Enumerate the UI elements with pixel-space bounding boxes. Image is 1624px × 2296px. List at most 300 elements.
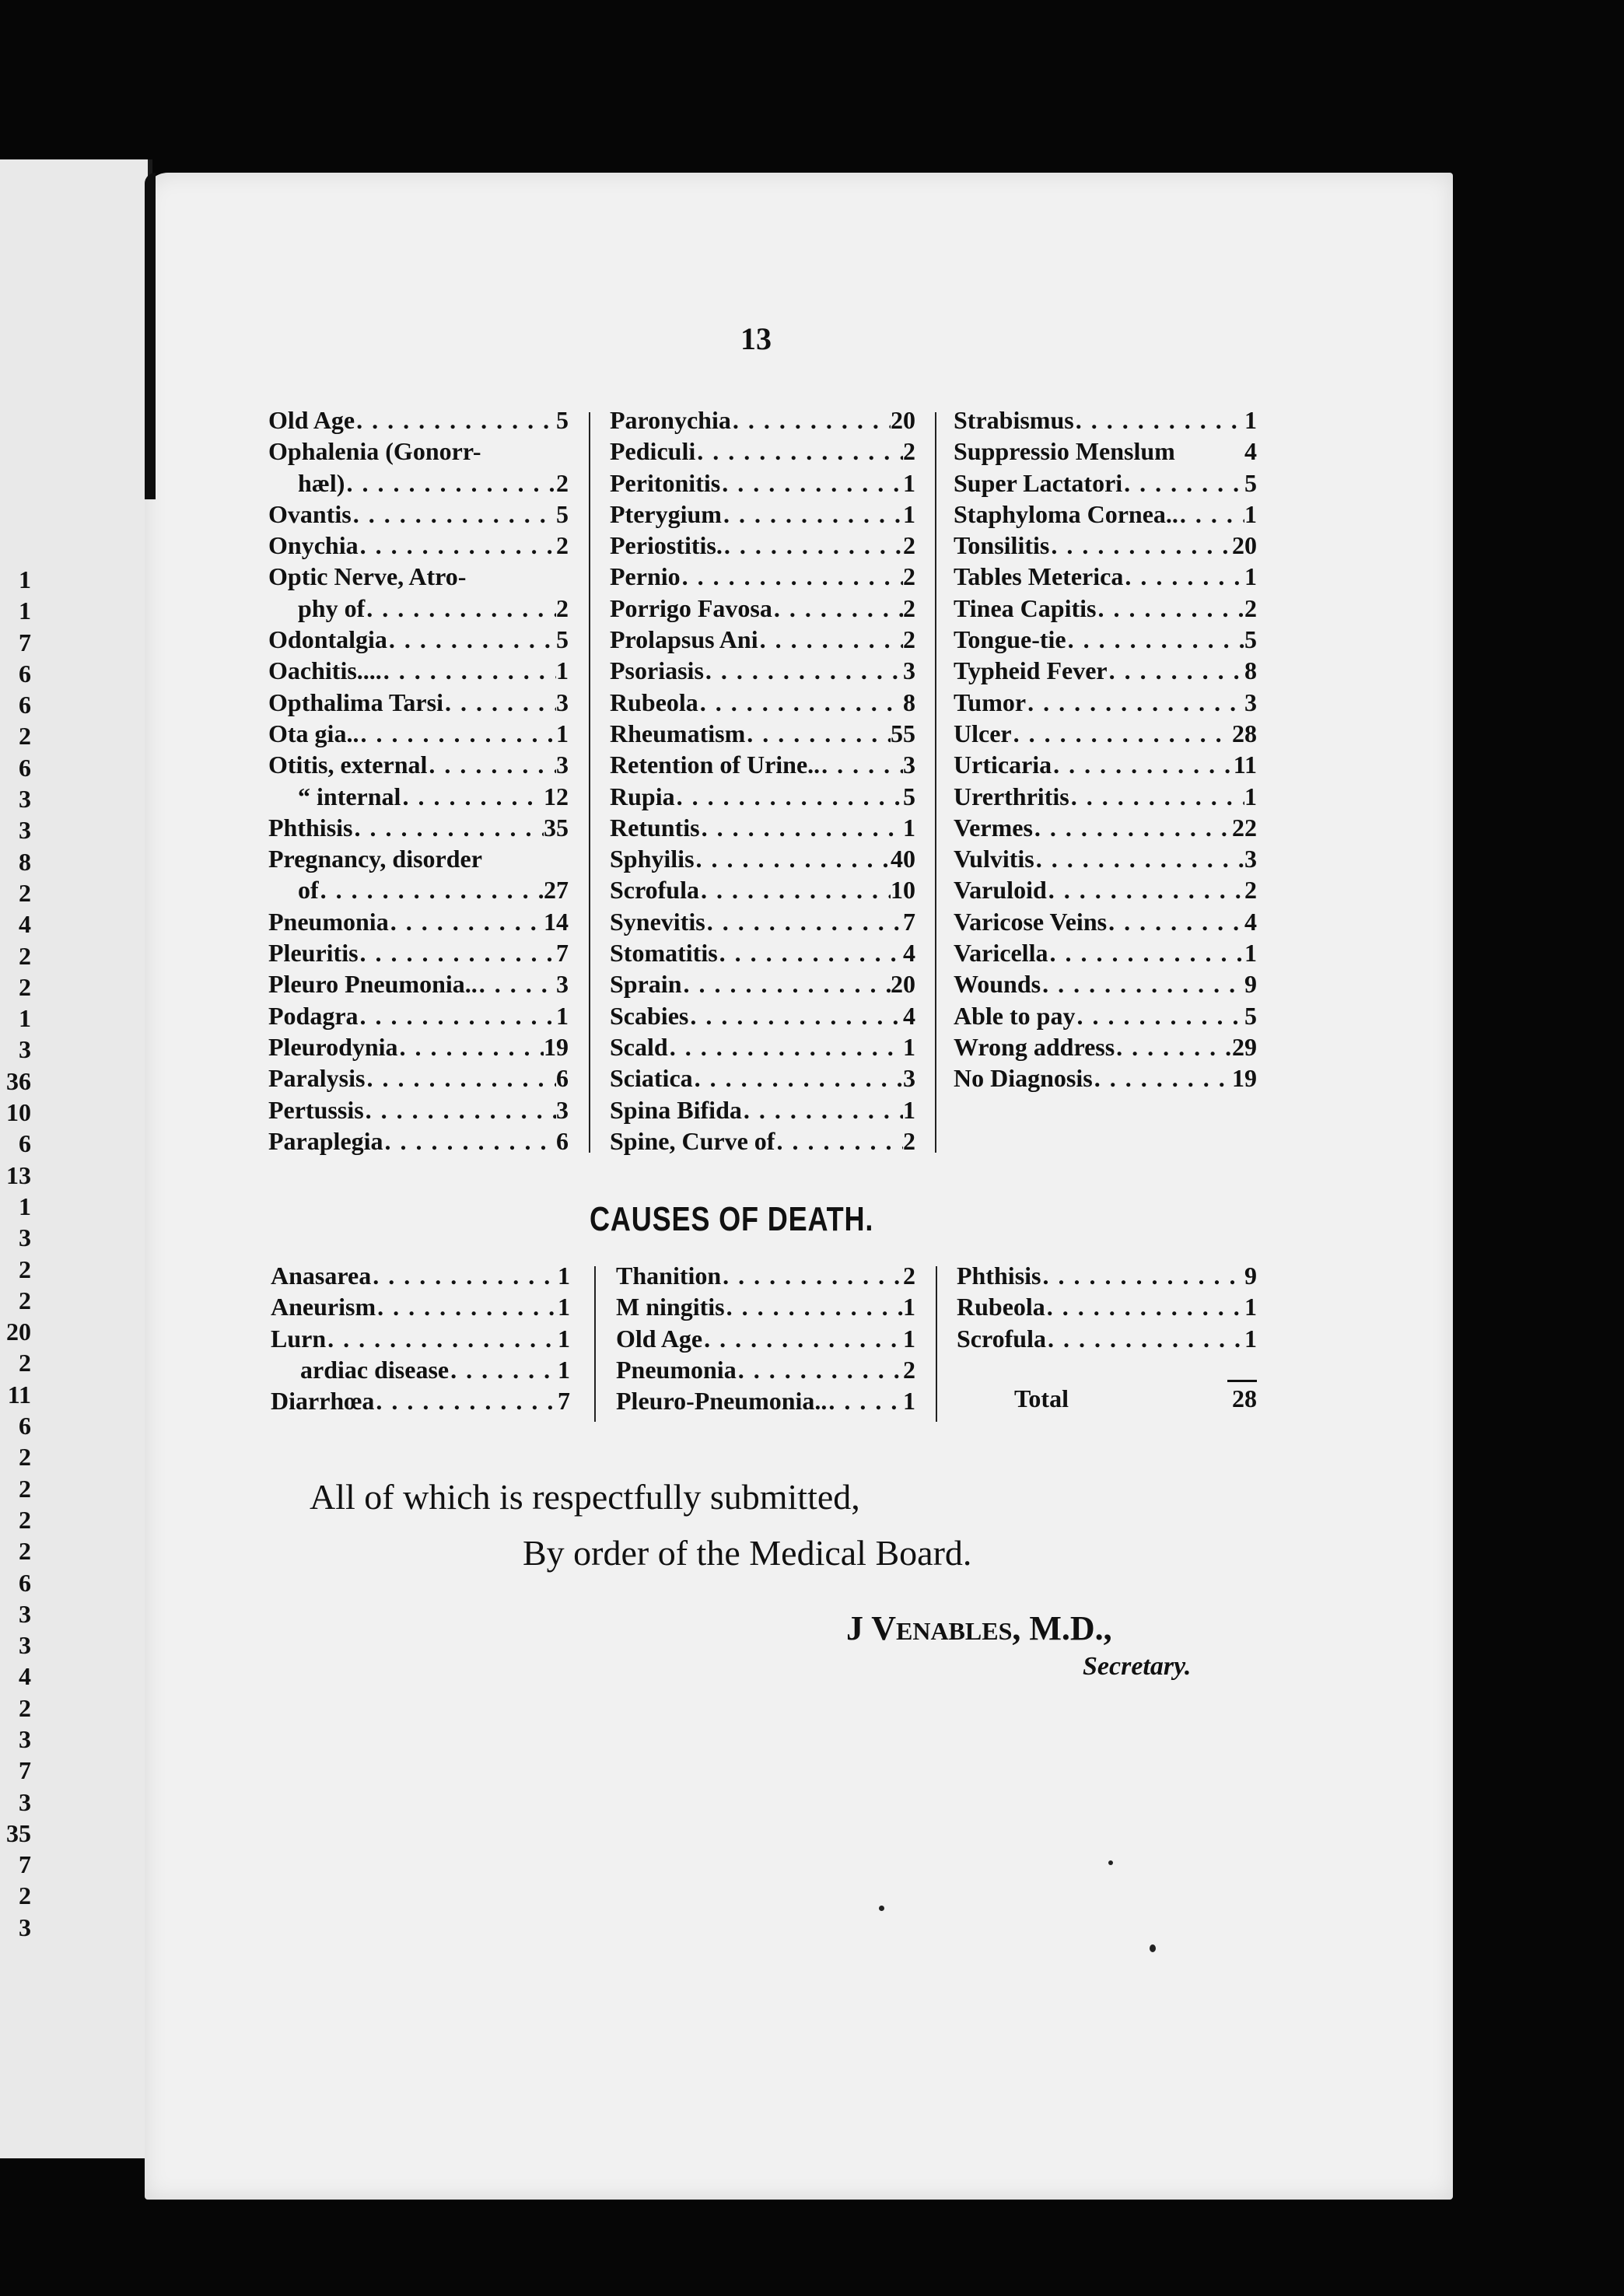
entry-name: Diarrhœa <box>271 1387 375 1416</box>
table-row <box>610 1000 915 1031</box>
dot-leader <box>352 812 544 843</box>
entry-count: 2 <box>1244 876 1257 905</box>
entry-count: 22 <box>1232 813 1257 842</box>
table-row <box>610 1062 915 1094</box>
left-page-number: 7 <box>19 1850 31 1879</box>
entry-count: 20 <box>891 406 915 434</box>
ink-speck <box>879 1906 884 1911</box>
entry-name: Old Age <box>268 406 355 434</box>
table-row <box>610 499 915 530</box>
entry-name: Old Age <box>616 1324 703 1353</box>
entry-name: Paronychia <box>610 406 731 434</box>
entry-name: Pleuritis <box>268 939 359 968</box>
left-page-number: 6 <box>19 753 31 782</box>
entry-name: Sprain <box>610 970 682 999</box>
entry-name: hæl) <box>298 468 345 497</box>
signature-small-caps: ENABLES <box>895 1617 1013 1645</box>
left-page-number: 3 <box>19 785 31 814</box>
column-divider <box>589 412 590 1153</box>
entry-count: 5 <box>1244 468 1257 497</box>
table-row <box>954 906 1257 937</box>
entry-name: Tables Meterica <box>954 562 1124 591</box>
dot-leader <box>1093 1062 1232 1094</box>
left-page-number: 1 <box>19 565 31 593</box>
table-row <box>610 467 915 499</box>
table-row <box>268 467 569 499</box>
table-row <box>271 1323 570 1354</box>
entry-name: Opthalima Tarsi <box>268 688 443 716</box>
dot-leader <box>466 561 569 592</box>
entry-count: 1 <box>556 1001 569 1030</box>
entry-count: 2 <box>903 437 915 466</box>
entry-name: Aneurism <box>271 1293 376 1321</box>
entry-count: 2 <box>1244 593 1257 622</box>
table-row <box>268 499 569 530</box>
entry-count: 3 <box>1244 688 1257 716</box>
entry-name: Pertussis <box>268 1095 364 1124</box>
table-row <box>268 436 569 467</box>
entry-name: Wounds <box>954 970 1041 999</box>
entry-name: Urerthritis <box>954 782 1069 810</box>
entry-count: 1 <box>903 468 915 497</box>
entry-name: Tinea Capitis <box>954 593 1097 622</box>
entry-count: 3 <box>903 751 915 779</box>
dot-leader <box>695 843 891 874</box>
table-row <box>268 1000 569 1031</box>
entry-name: No Diagnosis <box>954 1064 1093 1093</box>
left-page-number: 6 <box>19 1129 31 1158</box>
entry-name: Scrofula <box>957 1324 1046 1353</box>
table-row <box>954 499 1257 530</box>
entry-count: 5 <box>556 499 569 528</box>
dot-leader <box>699 874 891 905</box>
column-divider <box>594 1266 596 1422</box>
entry-count: 1 <box>558 1262 570 1290</box>
left-page-number: 3 <box>19 1631 31 1660</box>
entry-count: 3 <box>903 1064 915 1093</box>
table-row <box>268 968 569 999</box>
entry-name: Rupia <box>610 782 675 810</box>
entry-name: Thanition <box>616 1262 722 1290</box>
dot-leader <box>387 624 556 655</box>
left-page-number: 2 <box>19 1255 31 1283</box>
left-page-number: 2 <box>19 972 31 1001</box>
death-total <box>954 1384 1257 1413</box>
dot-leader <box>449 1354 558 1385</box>
table-row <box>954 874 1257 905</box>
entry-count: 9 <box>1244 970 1257 999</box>
entry-name: Varuloid <box>954 876 1047 905</box>
entry-count: 1 <box>556 719 569 747</box>
death-column-1 <box>271 1260 570 1416</box>
entry-name: Stomatitis <box>610 939 718 968</box>
left-page-number: 1 <box>19 597 31 625</box>
entry-name: Ulcer <box>954 719 1012 747</box>
entry-name: Vermes <box>954 813 1033 842</box>
dot-leader <box>1115 1031 1232 1062</box>
dot-leader <box>681 968 891 999</box>
entry-name: Optic Nerve, Atro- <box>268 562 467 591</box>
left-page-number: 6 <box>19 1568 31 1597</box>
dot-leader <box>319 874 544 905</box>
dot-leader <box>723 530 903 561</box>
entry-count: 7 <box>558 1387 570 1416</box>
entry-count: 2 <box>556 531 569 560</box>
entry-name: Otitis, external <box>268 751 428 779</box>
table-row <box>616 1354 915 1385</box>
table-row <box>954 624 1257 655</box>
left-page-number: 3 <box>19 1913 31 1941</box>
table-row <box>268 906 569 937</box>
entry-name: Prolapsus Ani <box>610 625 758 654</box>
entry-count: 3 <box>556 751 569 779</box>
left-page-number: 7 <box>19 628 31 656</box>
entry-count: 3 <box>556 688 569 716</box>
dot-leader <box>359 1000 556 1031</box>
table-row <box>954 655 1257 686</box>
total-rule <box>1227 1380 1257 1382</box>
dot-leader <box>1048 937 1244 968</box>
dot-leader <box>688 1000 903 1031</box>
entry-count: 40 <box>891 845 915 873</box>
left-page-number: 4 <box>19 1662 31 1691</box>
dot-leader <box>401 781 544 812</box>
left-page-number: 3 <box>19 1599 31 1628</box>
total-label: Total <box>1014 1384 1069 1412</box>
disease-column-1 <box>268 404 569 1157</box>
entry-count: 1 <box>558 1293 570 1321</box>
entry-count: 4 <box>1244 907 1257 936</box>
entry-count: 28 <box>1232 719 1257 747</box>
entry-count: 1 <box>903 1095 915 1124</box>
entry-name: Podagra <box>268 1001 359 1030</box>
entry-name: phy of <box>298 593 366 622</box>
column-divider <box>935 412 936 1153</box>
dot-leader <box>382 655 556 686</box>
dot-leader <box>1096 593 1244 624</box>
entry-name: Pediculi <box>610 437 696 466</box>
table-row <box>610 906 915 937</box>
table-row <box>268 1031 569 1062</box>
left-page-number: 1 <box>19 1192 31 1220</box>
entry-name: Pernio <box>610 562 681 591</box>
table-row <box>954 687 1257 718</box>
entry-name: Urticaria <box>954 751 1052 779</box>
entry-name: Pleuro-Pneumonia.. <box>616 1387 828 1416</box>
left-page-number: 2 <box>19 1537 31 1566</box>
left-page-number: 2 <box>19 722 31 751</box>
entry-count: 2 <box>556 468 569 497</box>
table-row <box>954 1062 1257 1094</box>
table-row <box>268 1094 569 1125</box>
dot-leader <box>1178 499 1244 530</box>
entry-count: 7 <box>903 907 915 936</box>
dot-leader <box>365 593 556 624</box>
left-page-number: 3 <box>19 1035 31 1064</box>
table-row <box>957 1323 1257 1354</box>
table-row <box>610 749 915 780</box>
left-page-number: 20 <box>6 1318 31 1346</box>
total-value: 28 <box>1232 1384 1257 1412</box>
table-row <box>954 561 1257 592</box>
entry-name: Pleurodynia <box>268 1032 398 1061</box>
dot-leader <box>721 1260 903 1291</box>
entry-count: 2 <box>903 1355 915 1384</box>
entry-name: Sciatica <box>610 1064 693 1093</box>
table-row <box>610 1031 915 1062</box>
entry-name: “ internal <box>298 782 401 810</box>
entry-count: 20 <box>891 970 915 999</box>
entry-count: 1 <box>556 656 569 685</box>
table-row <box>610 436 915 467</box>
table-row <box>610 781 915 812</box>
table-row <box>268 624 569 655</box>
dot-leader <box>364 1094 556 1125</box>
entry-count: 35 <box>544 813 569 842</box>
entry-count: 1 <box>903 1293 915 1321</box>
entry-count: 1 <box>558 1355 570 1384</box>
entry-count: 1 <box>1244 939 1257 968</box>
dot-leader <box>758 624 903 655</box>
dot-leader <box>1107 906 1244 937</box>
dot-leader <box>775 1125 903 1157</box>
table-row <box>610 1094 915 1125</box>
table-row <box>616 1385 915 1416</box>
entry-count: 5 <box>903 782 915 810</box>
entry-name: Pregnancy, disorder <box>268 845 482 873</box>
entry-count: 2 <box>903 531 915 560</box>
entry-name: Pleuro Pneumonia.. <box>268 970 478 999</box>
entry-name: Porrigo Favosa <box>610 593 772 622</box>
dot-leader <box>675 781 903 812</box>
death-column-2 <box>616 1260 915 1416</box>
entry-count: 4 <box>1244 437 1257 466</box>
dot-leader <box>352 499 556 530</box>
entry-count: 4 <box>903 1001 915 1030</box>
table-row <box>271 1291 570 1322</box>
table-row <box>954 968 1257 999</box>
entry-name: Phthisis <box>268 813 353 842</box>
dot-leader <box>700 812 903 843</box>
entry-count: 1 <box>903 1324 915 1353</box>
entry-name: Rheumatism <box>610 719 746 747</box>
table-row <box>268 593 569 624</box>
entry-name: ardiac disease <box>300 1355 450 1384</box>
entry-count: 5 <box>1244 1001 1257 1030</box>
dot-leader <box>359 530 556 561</box>
entry-count: 20 <box>1232 531 1257 560</box>
entry-count: 3 <box>1244 845 1257 873</box>
ink-speck <box>1150 1944 1156 1952</box>
table-row <box>610 404 915 436</box>
entry-name: Wrong address <box>954 1032 1115 1061</box>
left-page-number: 8 <box>19 847 31 876</box>
dot-leader <box>1012 718 1232 749</box>
dot-leader <box>1069 781 1244 812</box>
entry-count: 5 <box>556 406 569 434</box>
entry-name: Onychia <box>268 531 359 560</box>
entry-count: 1 <box>903 1032 915 1061</box>
dot-leader <box>737 1354 903 1385</box>
left-page-number: 2 <box>19 941 31 970</box>
entry-name: Ota gia.. <box>268 719 359 747</box>
entry-count: 2 <box>556 593 569 622</box>
table-row <box>610 843 915 874</box>
entry-name: Psoriasis <box>610 656 704 685</box>
entry-name: of <box>298 876 319 905</box>
entry-name: Periostitis. <box>610 531 723 560</box>
entry-name: Pneumonia <box>616 1355 737 1384</box>
dot-leader <box>371 1260 558 1291</box>
dot-leader <box>1046 1323 1244 1354</box>
entry-count: 2 <box>903 562 915 591</box>
entry-count: 29 <box>1232 1032 1257 1061</box>
disease-column-2 <box>610 404 915 1157</box>
dot-leader <box>1052 749 1234 780</box>
left-page-number: 36 <box>6 1066 31 1095</box>
entry-count: 3 <box>903 656 915 685</box>
table-row <box>610 655 915 686</box>
entry-count: 19 <box>544 1032 569 1061</box>
page-spine-shadow <box>145 173 156 499</box>
entry-name: Scabies <box>610 1001 689 1030</box>
table-row <box>268 561 569 592</box>
left-page-number: 6 <box>19 1412 31 1440</box>
left-page-number: 11 <box>7 1380 31 1409</box>
entry-name: Retention of Urine.. <box>610 751 821 779</box>
dot-leader <box>345 467 556 499</box>
disease-column-3 <box>954 404 1257 1094</box>
table-row <box>616 1260 915 1291</box>
closing-line-2: By order of the Medical Board. <box>523 1533 972 1573</box>
table-row <box>954 467 1257 499</box>
table-row <box>268 812 569 843</box>
left-page-number: 4 <box>19 910 31 939</box>
entry-count: 1 <box>903 813 915 842</box>
entry-count: 1 <box>1244 406 1257 434</box>
dot-leader <box>827 1385 903 1416</box>
dot-leader <box>681 561 903 592</box>
table-row <box>954 593 1257 624</box>
table-row <box>957 1291 1257 1322</box>
dot-leader <box>718 937 903 968</box>
entry-name: Strabismus <box>954 406 1074 434</box>
dot-leader <box>722 499 903 530</box>
left-page-number: 2 <box>19 1474 31 1503</box>
entry-count: 19 <box>1232 1064 1257 1093</box>
dot-leader <box>1175 436 1244 467</box>
entry-name: Lurn <box>271 1324 327 1353</box>
table-row <box>268 687 569 718</box>
entry-name: Odontalgia <box>268 625 387 654</box>
dot-leader <box>668 1031 903 1062</box>
table-row <box>616 1291 915 1322</box>
table-row <box>610 812 915 843</box>
table-row <box>954 404 1257 436</box>
table-row <box>268 781 569 812</box>
dot-leader <box>742 1094 903 1125</box>
dot-leader <box>705 906 903 937</box>
entry-name: M ningitis <box>616 1293 725 1321</box>
entry-name: Peritonitis <box>610 468 721 497</box>
column-divider <box>936 1266 937 1422</box>
dot-leader <box>355 404 556 436</box>
entry-count: 3 <box>556 970 569 999</box>
dot-leader <box>695 436 903 467</box>
entry-count: 12 <box>544 782 569 810</box>
left-page-number: 7 <box>19 1756 31 1785</box>
dot-leader <box>374 1385 558 1416</box>
entry-count: 6 <box>556 1064 569 1093</box>
entry-name: Scrofula <box>610 876 699 905</box>
entry-name: Spina Bifida <box>610 1095 742 1124</box>
dot-leader <box>443 687 556 718</box>
signature-title: Secretary. <box>1083 1652 1192 1681</box>
entry-count: 2 <box>903 625 915 654</box>
entry-name: Tonsilitis <box>954 531 1050 560</box>
entry-count: 2 <box>903 1126 915 1155</box>
entry-name: Phthisis <box>957 1262 1041 1290</box>
table-row <box>616 1323 915 1354</box>
dot-leader <box>1041 968 1244 999</box>
table-row <box>954 530 1257 561</box>
entry-name: Super Lactatori <box>954 468 1123 497</box>
dot-leader <box>820 749 903 780</box>
table-row <box>610 937 915 968</box>
entry-name: Ophalenia (Gonorr- <box>268 437 481 466</box>
table-row <box>954 937 1257 968</box>
entry-count: 1 <box>1244 782 1257 810</box>
dot-leader <box>772 593 903 624</box>
dot-leader <box>1041 1260 1244 1291</box>
entry-count: 2 <box>903 593 915 622</box>
entry-name: Scald <box>610 1032 668 1061</box>
left-page-number: 2 <box>19 878 31 907</box>
entry-count: 3 <box>556 1095 569 1124</box>
entry-count: 1 <box>1244 1324 1257 1353</box>
entry-count: 1 <box>558 1324 570 1353</box>
entry-count: 8 <box>1244 656 1257 685</box>
dot-leader <box>704 655 903 686</box>
entry-name: Retuntis <box>610 813 700 842</box>
left-page-number: 3 <box>19 1724 31 1753</box>
dot-leader <box>1066 624 1244 655</box>
dot-leader <box>720 467 903 499</box>
table-row <box>954 843 1257 874</box>
signature: J VENABLES, M.D., <box>846 1609 1112 1647</box>
table-row <box>268 1062 569 1094</box>
table-row <box>271 1354 570 1385</box>
entry-count: 11 <box>1233 751 1257 779</box>
left-page-number: 2 <box>19 1349 31 1377</box>
dot-leader <box>398 1031 544 1062</box>
table-row <box>954 718 1257 749</box>
entry-count: 27 <box>544 876 569 905</box>
table-row <box>610 968 915 999</box>
entry-count: 1 <box>1244 562 1257 591</box>
table-row <box>610 687 915 718</box>
table-row <box>268 530 569 561</box>
left-page-number: 1 <box>19 1004 31 1033</box>
entry-count: 1 <box>1244 499 1257 528</box>
ink-speck <box>1108 1860 1113 1865</box>
left-page-number: 13 <box>6 1160 31 1189</box>
table-row <box>954 812 1257 843</box>
dot-leader <box>481 436 569 467</box>
entry-name: Rubeola <box>610 688 698 716</box>
dot-leader <box>731 404 891 436</box>
table-row <box>268 404 569 436</box>
